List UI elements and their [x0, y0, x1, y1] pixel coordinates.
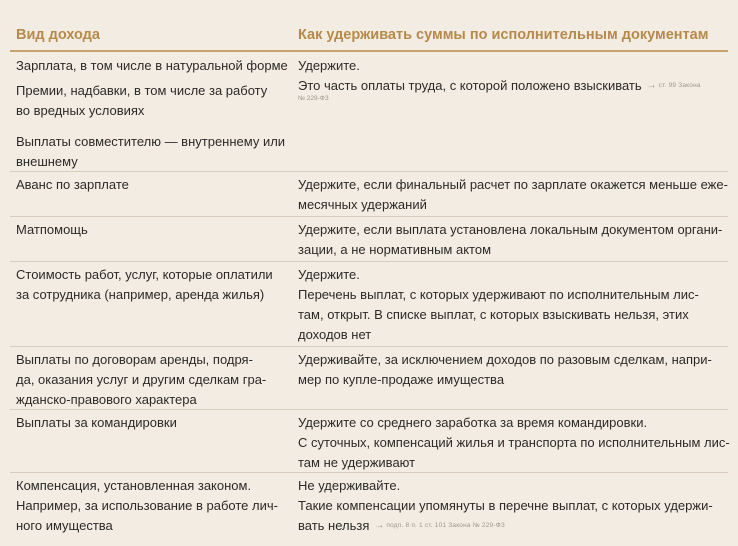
law-reference: ст. 99 Закона — [658, 82, 701, 89]
row-1-income-b-line-1: Премии, надбавки, в том числе за работу — [16, 83, 268, 98]
row-3-how-line-1: Удержите, если выплата установлена локальным документом органи- — [298, 222, 723, 237]
row-divider — [10, 171, 728, 172]
row-4-income — [16, 265, 286, 305]
row-5-income-line-1: Выплаты по договорам аренды, подря- — [16, 352, 253, 367]
row-2-income — [16, 175, 286, 195]
row-2-how — [298, 175, 728, 215]
table-header — [0, 0, 738, 53]
row-7-income-line-3: ного имущества — [16, 518, 113, 533]
row-3-income-line-1: Матпомощь — [16, 222, 88, 237]
arrow-right-icon: → — [374, 520, 385, 531]
row-1-income-b-line-2: во вредных условиях — [16, 103, 145, 118]
law-reference: подп. 8 п. 1 ст. 101 Закона № 229-ФЗ — [386, 522, 505, 529]
row-4-income-line-2: за сотрудника (например, аренда жилья) — [16, 287, 265, 302]
row-2-how-line-1: Удержите, если финальный расчет по зарплате окажется меньше еже- — [298, 177, 728, 192]
row-3-income — [16, 220, 286, 240]
row-4-how — [298, 265, 722, 345]
row-3-how — [298, 220, 722, 260]
row-5-how-line-1: Удерживайте, за исключением доходов по разовым сделкам, напри- — [298, 352, 712, 367]
row-5-income-line-3: жданско-правового характера — [16, 392, 197, 407]
header-income-type: Вид дохода — [16, 27, 100, 43]
row-1-income-c-line-1: Выплаты совместителю — внутреннему или — [16, 134, 286, 149]
row-7-how-text: вать нельзя — [298, 518, 370, 533]
row-1-how-line-2 — [298, 76, 722, 96]
row-7-income — [16, 476, 286, 536]
row-5-how-line-2: мер по купле-продаже имущества — [298, 372, 505, 387]
row-7-how-line-1: Не удерживайте. — [298, 478, 401, 493]
row-4-how-line-1: Удержите. — [298, 267, 360, 282]
row-5-how — [298, 350, 722, 390]
header-rule — [10, 50, 728, 52]
row-6-how — [298, 413, 730, 473]
row-4-how-line-3: там, открыт. В списке выплат, с которых взыскивать нельзя, этих — [298, 307, 689, 322]
row-7-how-line-3 — [298, 516, 722, 536]
row-7-income-line-1: Компенсация, установленная законом. — [16, 478, 252, 493]
row-divider — [10, 346, 728, 347]
row-4-income-line-1: Стоимость работ, услуг, которые оплатили — [16, 267, 273, 282]
row-1-how-line-1: Удержите. — [298, 58, 360, 73]
header-withholding-method: Как удерживать суммы по исполнительным документам — [298, 27, 709, 43]
row-divider — [10, 261, 728, 262]
row-1-how-text: Это часть оплаты труда, с которой положено взыскивать — [298, 78, 642, 93]
row-6-how-line-3: там не удерживают — [298, 455, 416, 470]
row-5-income — [16, 350, 286, 410]
row-2-how-line-2: месячных удержаний — [298, 197, 427, 212]
row-6-how-line-2: С суточных, компенсаций жилья и транспорта по исполнительным лис- — [298, 435, 730, 450]
row-1-income — [16, 56, 286, 172]
row-4-how-line-4: доходов нет — [298, 327, 372, 342]
arrow-right-icon: → — [646, 80, 657, 91]
row-1-income-c-line-2: внешнему — [16, 154, 78, 169]
row-5-income-line-2: да, оказания услуг и другим сделкам гра- — [16, 372, 267, 387]
row-divider — [10, 216, 728, 217]
row-divider — [10, 472, 728, 473]
row-7-how-line-2: Такие компенсации упомянуты в перечне выплат, с которых удержи- — [298, 498, 713, 513]
row-1-income-a-line-1: Зарплата, в том числе в натуральной форме — [16, 58, 288, 73]
row-divider — [10, 409, 728, 410]
row-3-how-line-2: зации, а не нормативным актом — [298, 242, 492, 257]
row-4-how-line-2: Перечень выплат, с которых удерживают по исполнительным лис- — [298, 287, 699, 302]
row-6-how-line-1: Удержите со среднего заработка за время командировки. — [298, 415, 648, 430]
row-6-income-line-1: Выплаты за командировки — [16, 415, 177, 430]
row-7-income-line-2: Например, за использование в работе лич- — [16, 498, 278, 513]
row-7-how — [298, 476, 722, 536]
row-2-income-line-1: Аванс по зарплате — [16, 177, 129, 192]
row-1-how — [298, 56, 722, 103]
law-reference-continued: № 229-ФЗ — [298, 95, 329, 102]
row-6-income — [16, 413, 286, 433]
